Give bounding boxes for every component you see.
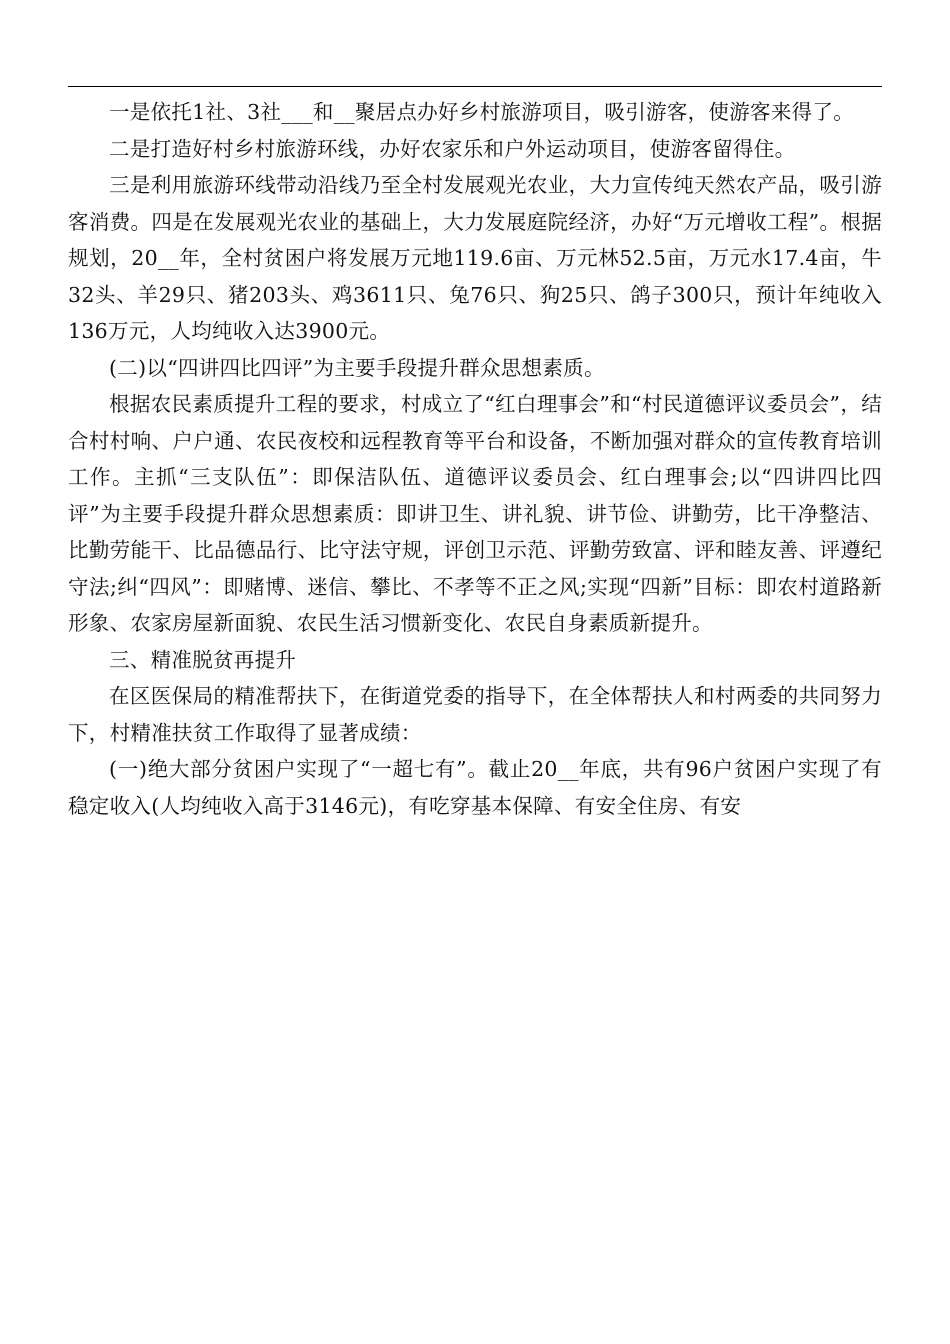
paragraph-tourism-project: 一是依托1社、3社___和__聚居点办好乡村旅游项目，吸引游客，使游客来得了。 [109,100,855,124]
paragraph-farmer-quality: 根据农民素质提升工程的要求，村成立了“红白理事会”和“村民道德评议委员会”，结合村村响、户户通、农民夜校和远程教育等平台和设备，不断加强对群众的宣传教育培训工作。主抓“三支队伍”：即保洁队伍、道德评议委员会、红白理事会;以“四讲四比四评”为主要手段提升群众思想素质：即讲卫生、讲礼貌、讲节俭、讲勤劳，比干净整洁、比勤劳能干、比品德品行、比守法守规，评创卫示范、评勤劳致富、评和睦友善、评遵纪守法;纠“四风”：即赌博、迷信、攀比、不孝等不正之风;实现“四新”目标：即农村道路新形象、农家房屋新面貌、农民生活习惯新变化、农民自身素质新提升。 [68,392,882,635]
paragraph-poverty-achievements: 在区医保局的精准帮扶下，在街道党委的指导下，在全体帮扶人和村两委的共同努力下，村精准扶贫工作取得了显著成绩： [68,684,882,745]
section-heading-poverty: 三、精准脱贫再提升 [109,647,297,672]
paragraph-tourism-loop: 二是打造好村乡村旅游环线，办好农家乐和户外运动项目，使游客留得住。 [109,136,796,161]
paragraph-sightseeing-agriculture: 三是利用旅游环线带动沿线乃至全村发展观光农业，大力宣传纯天然农产品，吸引游客消费。四是在发展观光农业的基础上，大力发展庭院经济，办好“万元增收工程”。根据规划，20__年，全村贫困户将发展万元地119.6亩、万元林52.5亩，万元水17.4亩，牛32头、羊29只、猪203头、鸡3611只、兔76只、狗25只、鸽子300只，预计年纯收入136万元，人均纯收入达3900元。 [68,173,882,343]
document-body [68,94,882,824]
paragraph-one-exceed-seven-have: (一)绝大部分贫困户实现了“一超七有”。截止20__年底，共有96户贫困户实现了有稳定收入(人均纯收入高于3146元)，有吃穿基本保障、有安全住房、有安 [68,757,882,818]
header-rule [68,86,882,87]
paragraph-subheading-quality: (二)以“四讲四比四评”为主要手段提升群众思想素质。 [109,355,605,380]
